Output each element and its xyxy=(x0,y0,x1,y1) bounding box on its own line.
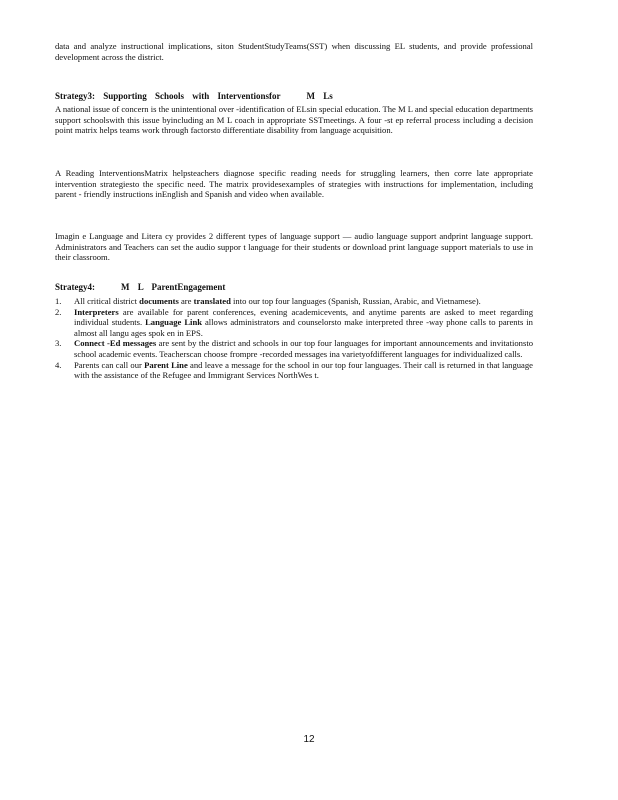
list-item-bold: Connect -Ed messages xyxy=(74,338,157,349)
list-item-bold: documents xyxy=(139,296,179,306)
list-item-number: 3. xyxy=(55,338,62,349)
list-item-text: and leave a message for the school in our top four languages. Their call is returned in that language with the assistance of the Refugee and Immigrant Services NorthWes t. xyxy=(74,359,533,381)
list-item xyxy=(55,296,533,307)
strategy3-paragraph-3: Imagin e Language and Litera cy provides 2 different types of language support — audio language support andprint language support. Administrators and Teachers can set the audio suppor t language for their students or download print language support materials to use in their classroom. xyxy=(55,231,533,263)
strategy3-heading-main: Strategy3: Supporting Schools with Interventionsfor xyxy=(55,91,281,101)
list-item-bold: Interpreters xyxy=(74,306,119,317)
list-item-bold: translated xyxy=(193,296,231,306)
list-item-text: All critical district xyxy=(74,296,138,306)
list-item-number: 1. xyxy=(55,296,62,306)
intro-paragraph: data and analyze instructional implications, siton StudentStudyTeams(SST) when discussing EL students, and provide professional development across the district. xyxy=(55,41,533,62)
list-item xyxy=(55,338,533,359)
strategy3-paragraph-2: A Reading InterventionsMatrix helpsteachers diagnose specific reading needs for struggling learners, then corre late appropriate intervention strategiesto the specific need. The matrix providesexamples of strategies with instructions for implementation, including parent - friendly instructions inEnglish and Spanish and video when available. xyxy=(55,168,533,200)
list-item-number: 2. xyxy=(55,306,62,317)
list-item-bold: Language Link xyxy=(145,317,203,328)
parent-engagement-list xyxy=(55,296,533,381)
list-item-text: are sent by the district and schools in our top four languages for important announcements and invitationsto school academic events. Teacherscan choose frompre -recorded messages ina varietyofdifferent languages for individualized calls. xyxy=(74,338,534,359)
list-item-text: are xyxy=(180,296,192,306)
strategy4-heading-title: M L ParentEngagement xyxy=(121,282,226,292)
strategy3-paragraph-1: A national issue of concern is the unintentional over -identification of ELsin special education. The M L and special education departments support schoolswith this issue byincluding an M L coach in appropriate SSTmeetings. A four -st ep referral process including a decision point matrix helps teams work through factorsto differentiate disability from language acquisition. xyxy=(55,104,534,136)
strategy4-heading-label: Strategy4: xyxy=(55,282,95,292)
strategy4-heading xyxy=(55,282,225,292)
list-item xyxy=(55,360,533,381)
list-item-text: into our top four languages (Spanish, Russian, Arabic, and Vietnamese). xyxy=(233,296,481,306)
list-item xyxy=(55,307,533,339)
list-item-text: Parents can call our xyxy=(74,359,142,370)
page-number: 12 xyxy=(303,734,315,745)
list-item-number: 4. xyxy=(55,359,62,370)
list-item-bold: Parent Line xyxy=(144,359,188,370)
list-item-text: allows administrators and counselorsto make interpreted three -way phone calls to parents in almost all langu ages spok en in EPS. xyxy=(74,317,533,338)
strategy3-heading-tail: M Ls xyxy=(306,91,333,101)
strategy3-heading xyxy=(55,91,333,101)
list-item-text: are available for parent conferences, evening academicevents, and anytime parents are asked to meet regarding individual students. xyxy=(74,306,534,328)
